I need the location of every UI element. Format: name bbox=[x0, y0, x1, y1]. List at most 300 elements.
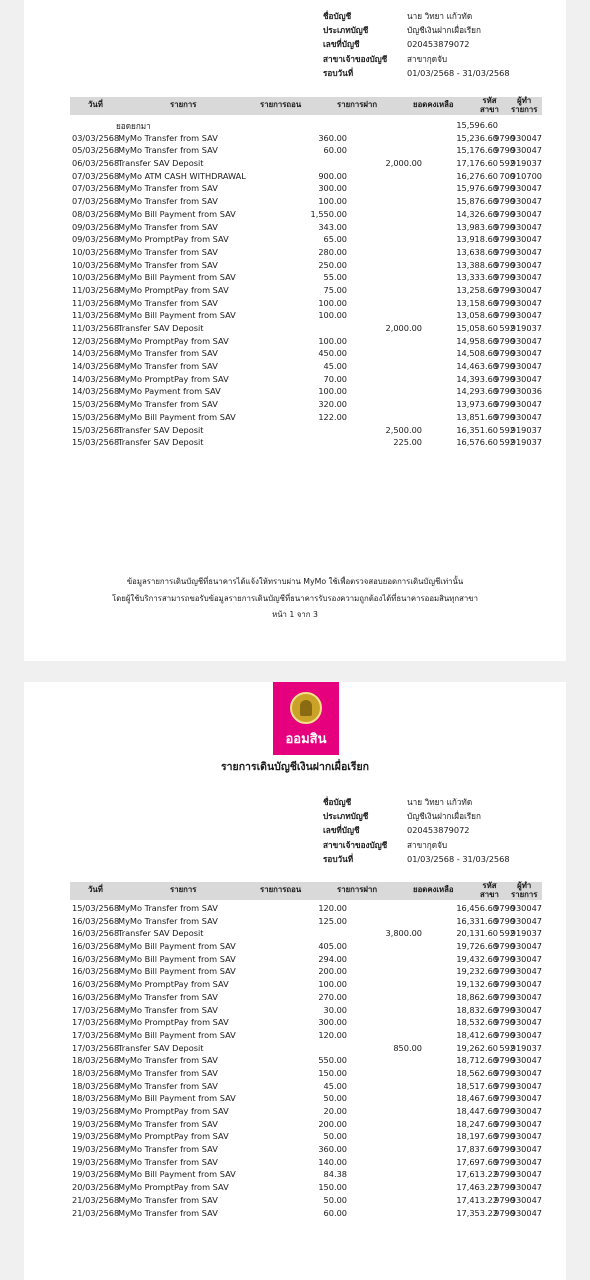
header-branch bbox=[480, 882, 499, 899]
info-label: สาขาเจ้าของบัญชี bbox=[323, 839, 388, 850]
cell-teller: 930047 bbox=[510, 221, 542, 232]
cell-description: MyMo Payment from SAV bbox=[118, 386, 221, 397]
cell-balance: 19,232.60 bbox=[456, 966, 498, 977]
cell-withdrawal: 60.00 bbox=[323, 1207, 347, 1218]
table-row bbox=[70, 1067, 542, 1080]
info-label: สาขาเจ้าของบัญชี bbox=[323, 53, 388, 64]
header-deposit: รายการฝาก bbox=[337, 885, 378, 894]
cell-branch: 9790 bbox=[494, 411, 515, 422]
cell-teller: 919037 bbox=[510, 1042, 542, 1053]
cell-balance: 17,697.60 bbox=[456, 1156, 498, 1167]
cell-description: MyMo Transfer from SAV bbox=[118, 1144, 218, 1155]
cell-teller: 930047 bbox=[510, 1055, 542, 1066]
cell-date: 19/03/2568 bbox=[72, 1131, 120, 1142]
table-row bbox=[70, 360, 542, 373]
cell-balance: 16,276.60 bbox=[456, 170, 498, 181]
cell-balance: 18,197.60 bbox=[456, 1131, 498, 1142]
cell-date: 15/03/2568 bbox=[72, 437, 120, 448]
cell-date: 18/03/2568 bbox=[72, 1093, 120, 1104]
cell-date: 16/03/2568 bbox=[72, 966, 120, 977]
cell-branch: 9790 bbox=[494, 1017, 515, 1028]
cell-branch: 9790 bbox=[494, 1067, 515, 1078]
cell-branch: 9790 bbox=[494, 1144, 515, 1155]
info-row bbox=[323, 795, 510, 809]
cell-teller: 930047 bbox=[510, 915, 542, 926]
cell-description: MyMo Bill Payment from SAV bbox=[118, 272, 236, 283]
table-row bbox=[70, 322, 542, 335]
table-row bbox=[70, 915, 542, 928]
cell-description: MyMo PromptPay from SAV bbox=[118, 1182, 229, 1193]
table-row bbox=[70, 1092, 542, 1105]
table-row bbox=[70, 1105, 542, 1118]
cell-branch: 9790 bbox=[494, 966, 515, 977]
cell-description: MyMo Transfer from SAV bbox=[118, 1067, 218, 1078]
table-row bbox=[70, 927, 542, 940]
cell-description: MyMo PromptPay from SAV bbox=[118, 979, 229, 990]
cell-balance: 13,851.60 bbox=[456, 411, 498, 422]
info-label: รอบวันที่ bbox=[323, 853, 354, 864]
cell-balance: 13,918.60 bbox=[456, 234, 498, 245]
cell-date: 19/03/2568 bbox=[72, 1169, 120, 1180]
opening-balance-row bbox=[70, 119, 542, 132]
cell-branch: 9790 bbox=[494, 1131, 515, 1142]
cell-balance: 18,447.60 bbox=[456, 1106, 498, 1116]
cell-withdrawal: 84.38 bbox=[323, 1169, 347, 1180]
cell-date: 10/03/2568 bbox=[72, 272, 120, 283]
cell-description: MyMo Transfer from SAV bbox=[118, 915, 218, 926]
cell-teller: 919037 bbox=[510, 437, 542, 448]
cell-date: 06/03/2568 bbox=[72, 158, 120, 169]
cell-withdrawal: 120.00 bbox=[318, 903, 347, 913]
cell-date: 11/03/2568 bbox=[72, 284, 120, 295]
cell-withdrawal: 900.00 bbox=[318, 170, 347, 181]
cell-branch: 9790 bbox=[494, 1182, 515, 1193]
cell-branch: 9790 bbox=[494, 1093, 515, 1104]
cell-teller: 930047 bbox=[510, 903, 542, 913]
cell-balance: 17,463.22 bbox=[456, 1182, 498, 1193]
info-value: สาขากุดจับ bbox=[407, 53, 448, 64]
table-row bbox=[70, 902, 542, 915]
table-row bbox=[70, 208, 542, 221]
cell-withdrawal: 45.00 bbox=[323, 1080, 347, 1091]
header-teller bbox=[511, 97, 537, 114]
cell-description: MyMo Transfer from SAV bbox=[118, 297, 218, 308]
cell-teller: 930047 bbox=[510, 1017, 542, 1028]
cell-description: MyMo Transfer from SAV bbox=[118, 221, 218, 232]
cell-date: 16/03/2568 bbox=[72, 941, 120, 952]
cell-balance: 13,333.60 bbox=[456, 272, 498, 283]
cell-branch: 9790 bbox=[494, 335, 515, 346]
cell-balance: 14,508.60 bbox=[456, 348, 498, 359]
info-label: ชื่อบัญชี bbox=[323, 797, 352, 807]
cell-branch: 9790 bbox=[494, 1156, 515, 1167]
cell-branch: 9790 bbox=[494, 297, 515, 308]
table-row bbox=[70, 233, 542, 246]
cell-teller: 910700 bbox=[510, 170, 542, 181]
cell-balance: 14,293.60 bbox=[456, 386, 498, 397]
cell-date: 18/03/2568 bbox=[72, 1080, 120, 1091]
table-row bbox=[70, 1156, 542, 1169]
gsb-logo bbox=[273, 682, 339, 755]
cell-date: 07/03/2568 bbox=[72, 196, 120, 207]
table-row bbox=[70, 246, 542, 259]
cell-teller: 930047 bbox=[510, 310, 542, 321]
cell-branch: 9790 bbox=[494, 399, 515, 410]
table-row bbox=[70, 271, 542, 284]
cell-description: MyMo PromptPay from SAV bbox=[118, 284, 229, 295]
cell-withdrawal: 125.00 bbox=[318, 915, 347, 926]
cell-date: 12/03/2568 bbox=[72, 335, 120, 346]
info-label: รอบวันที่ bbox=[323, 67, 354, 78]
cell-balance: 17,176.60 bbox=[456, 158, 498, 169]
cell-withdrawal: 300.00 bbox=[318, 183, 347, 194]
cell-date: 17/03/2568 bbox=[72, 1042, 120, 1053]
cell-balance: 13,388.60 bbox=[456, 259, 498, 270]
cell-branch: 9790 bbox=[494, 284, 515, 295]
cell-date: 16/03/2568 bbox=[72, 991, 120, 1002]
cell-withdrawal: 150.00 bbox=[318, 1067, 347, 1078]
cell-branch: 9790 bbox=[494, 953, 515, 964]
cell-balance: 13,258.60 bbox=[456, 284, 498, 295]
cell-teller: 930047 bbox=[510, 1067, 542, 1078]
info-row bbox=[323, 838, 510, 852]
info-label: ชื่อบัญชี bbox=[323, 11, 352, 21]
table-row bbox=[70, 1080, 542, 1093]
table-row bbox=[70, 965, 542, 978]
cell-date: 07/03/2568 bbox=[72, 170, 120, 181]
cell-balance: 17,353.22 bbox=[456, 1207, 498, 1218]
table-row bbox=[70, 170, 542, 183]
cell-date: 17/03/2568 bbox=[72, 1017, 120, 1028]
cell-balance: 13,638.60 bbox=[456, 246, 498, 257]
table-row bbox=[70, 1194, 542, 1207]
cell-branch: 592 bbox=[499, 323, 515, 333]
cell-branch: 9790 bbox=[494, 272, 515, 283]
table-row bbox=[70, 1042, 542, 1055]
cell-branch: 9790 bbox=[494, 196, 515, 207]
header-balance: ยอดคงเหลือ bbox=[413, 100, 454, 109]
cell-balance: 17,613.22 bbox=[456, 1169, 498, 1180]
cell-date: 03/03/2568 bbox=[72, 132, 120, 143]
header-teller bbox=[511, 882, 537, 899]
cell-teller: 930047 bbox=[510, 411, 542, 422]
table-row bbox=[70, 411, 542, 424]
cell-branch: 9790 bbox=[494, 361, 515, 372]
info-row bbox=[323, 9, 510, 23]
cell-balance: 15,058.60 bbox=[456, 323, 498, 333]
cell-balance: 13,058.60 bbox=[456, 310, 498, 321]
cell-teller: 930047 bbox=[510, 335, 542, 346]
table-row bbox=[70, 195, 542, 208]
cell-description: MyMo Transfer from SAV bbox=[118, 145, 218, 156]
transactions-table bbox=[70, 97, 542, 449]
table-row bbox=[70, 132, 542, 145]
cell-branch: 9790 bbox=[494, 903, 515, 913]
cell-branch: 9790 bbox=[494, 1169, 515, 1180]
table-row bbox=[70, 1016, 542, 1029]
cell-date: 18/03/2568 bbox=[72, 1055, 120, 1066]
cell-teller: 930047 bbox=[510, 1004, 542, 1015]
cell-branch: 9790 bbox=[494, 310, 515, 321]
cell-branch: 9790 bbox=[494, 183, 515, 194]
header-date: วันที่ bbox=[88, 100, 103, 109]
cell-withdrawal: 270.00 bbox=[318, 991, 347, 1002]
cell-balance: 16,351.60 bbox=[456, 424, 498, 435]
cell-balance: 18,712.60 bbox=[456, 1055, 498, 1066]
cell-withdrawal: 50.00 bbox=[323, 1194, 347, 1205]
cell-description: MyMo Transfer from SAV bbox=[118, 196, 218, 207]
header-teller-line2: รายการ bbox=[511, 104, 538, 114]
cell-balance: 17,837.60 bbox=[456, 1144, 498, 1155]
table-row bbox=[70, 1130, 542, 1143]
table-row bbox=[70, 385, 542, 398]
cell-withdrawal: 300.00 bbox=[318, 1017, 347, 1028]
table-row bbox=[70, 1029, 542, 1042]
table-row bbox=[70, 347, 542, 360]
table-row bbox=[70, 1118, 542, 1131]
cell-withdrawal: 100.00 bbox=[318, 386, 347, 397]
header-branch-line1: รหัส bbox=[482, 96, 497, 105]
cell-date: 14/03/2568 bbox=[72, 361, 120, 372]
cell-date: 11/03/2568 bbox=[72, 323, 120, 333]
cell-balance: 18,412.60 bbox=[456, 1029, 498, 1040]
cell-withdrawal: 45.00 bbox=[323, 361, 347, 372]
cell-description: Transfer SAV Deposit bbox=[118, 437, 204, 448]
cell-date: 16/03/2568 bbox=[72, 915, 120, 926]
cell-description: MyMo PromptPay from SAV bbox=[118, 1017, 229, 1028]
cell-teller: 930047 bbox=[510, 259, 542, 270]
cell-withdrawal: 280.00 bbox=[318, 246, 347, 257]
account-info bbox=[323, 9, 510, 80]
cell-teller: 919037 bbox=[510, 424, 542, 435]
cell-balance: 19,262.60 bbox=[456, 1042, 498, 1053]
cell-date: 21/03/2568 bbox=[72, 1194, 120, 1205]
cell-balance: 14,463.60 bbox=[456, 361, 498, 372]
cell-teller: 930036 bbox=[510, 386, 542, 397]
cell-balance: 14,958.60 bbox=[456, 335, 498, 346]
cell-description: Transfer SAV Deposit bbox=[118, 1042, 204, 1053]
cell-teller: 930047 bbox=[510, 1194, 542, 1205]
cell-balance: 19,726.60 bbox=[456, 941, 498, 952]
header-branch-line1: รหัส bbox=[482, 881, 497, 890]
cell-withdrawal: 50.00 bbox=[323, 1131, 347, 1142]
cell-description: MyMo Transfer from SAV bbox=[118, 1194, 218, 1205]
cell-description: MyMo Transfer from SAV bbox=[118, 183, 218, 194]
header-deposit: รายการฝาก bbox=[337, 100, 378, 109]
cell-branch: 9790 bbox=[494, 348, 515, 359]
cell-balance: 16,576.60 bbox=[456, 437, 498, 448]
cell-balance: 15,976.60 bbox=[456, 183, 498, 194]
cell-teller: 930047 bbox=[510, 361, 542, 372]
cell-date: 19/03/2568 bbox=[72, 1118, 120, 1129]
cell-withdrawal: 100.00 bbox=[318, 310, 347, 321]
header-description: รายการ bbox=[170, 885, 197, 894]
cell-balance: 15,236.60 bbox=[456, 132, 498, 143]
table-row bbox=[70, 978, 542, 991]
cell-branch: 9790 bbox=[494, 1106, 515, 1116]
cell-date: 16/03/2568 bbox=[72, 953, 120, 964]
info-value: สาขากุดจับ bbox=[407, 839, 448, 850]
table-row bbox=[70, 182, 542, 195]
cell-description: MyMo PromptPay from SAV bbox=[118, 1106, 229, 1116]
cell-teller: 930047 bbox=[510, 1118, 542, 1129]
info-label: เลขที่บัญชี bbox=[323, 825, 360, 836]
cell-withdrawal: 75.00 bbox=[323, 284, 347, 295]
cell-branch: 9790 bbox=[494, 979, 515, 990]
cell-withdrawal: 320.00 bbox=[318, 399, 347, 410]
table-row bbox=[70, 297, 542, 310]
cell-date: 11/03/2568 bbox=[72, 310, 120, 321]
cell-teller: 930047 bbox=[510, 399, 542, 410]
cell-balance: 14,393.60 bbox=[456, 373, 498, 384]
cell-date: 15/03/2568 bbox=[72, 424, 120, 435]
cell-date: 08/03/2568 bbox=[72, 208, 120, 219]
cell-description: MyMo Bill Payment from SAV bbox=[118, 953, 236, 964]
info-row bbox=[323, 66, 510, 80]
cell-description: MyMo PromptPay from SAV bbox=[118, 335, 229, 346]
account-info bbox=[323, 795, 510, 866]
info-value: 01/03/2568 - 31/03/2568 bbox=[407, 853, 510, 864]
cell-date: 10/03/2568 bbox=[72, 259, 120, 270]
cell-balance: 14,326.60 bbox=[456, 208, 498, 219]
table-row bbox=[70, 1004, 542, 1017]
cell-teller: 930047 bbox=[510, 979, 542, 990]
cell-teller: 930047 bbox=[510, 1029, 542, 1040]
cell-teller: 930047 bbox=[510, 373, 542, 384]
cell-withdrawal: 100.00 bbox=[318, 196, 347, 207]
footer-disclaimer-line2: โดยผู้ใช้บริการสามารถขอรับข้อมูลรายการเดินบัญชีที่ธนาคารรับรองความถูกต้องได้ที่ธนาคารออมสินทุกสาขา bbox=[112, 593, 478, 603]
header-teller-line2: รายการ bbox=[511, 889, 538, 899]
table-row bbox=[70, 1207, 542, 1220]
cell-withdrawal: 360.00 bbox=[318, 132, 347, 143]
table-row bbox=[70, 398, 542, 411]
table-row bbox=[70, 144, 542, 157]
cell-teller: 930047 bbox=[510, 183, 542, 194]
cell-teller: 930047 bbox=[510, 272, 542, 283]
cell-balance: 17,413.22 bbox=[456, 1194, 498, 1205]
table-row bbox=[70, 940, 542, 953]
header-withdrawal: รายการถอน bbox=[260, 885, 302, 894]
cell-date: 21/03/2568 bbox=[72, 1207, 120, 1218]
cell-date: 10/03/2568 bbox=[72, 246, 120, 257]
cell-teller: 919037 bbox=[510, 323, 542, 333]
cell-withdrawal: 120.00 bbox=[318, 1029, 347, 1040]
cell-branch: 592 bbox=[499, 158, 515, 169]
cell-description: MyMo Transfer from SAV bbox=[118, 132, 218, 143]
opening-balance-value: 15,596.60 bbox=[456, 120, 498, 130]
cell-branch: 9790 bbox=[494, 259, 515, 270]
cell-teller: 930047 bbox=[510, 145, 542, 156]
cell-date: 16/03/2568 bbox=[72, 928, 120, 939]
cell-withdrawal: 55.00 bbox=[323, 272, 347, 283]
cell-withdrawal: 360.00 bbox=[318, 1144, 347, 1155]
header-withdrawal: รายการถอน bbox=[260, 100, 302, 109]
cell-teller: 930047 bbox=[510, 1169, 542, 1180]
cell-description: MyMo Transfer from SAV bbox=[118, 903, 218, 913]
cell-branch: 9790 bbox=[494, 132, 515, 143]
cell-description: MyMo Bill Payment from SAV bbox=[118, 1169, 236, 1180]
cell-date: 18/03/2568 bbox=[72, 1067, 120, 1078]
header-branch bbox=[480, 97, 499, 114]
footer-disclaimer-line1: ข้อมูลรายการเดินบัญชีที่ธนาคารได้แจ้งให้ทราบผ่าน MyMo ใช้เพื่อตรวจสอบยอดการเดินบัญชีเท่านั้น bbox=[126, 577, 464, 586]
info-value: นาย วิทยา แก้วทัด bbox=[407, 11, 473, 21]
table-row bbox=[70, 157, 542, 170]
cell-description: MyMo ATM CASH WITHDRAWAL bbox=[118, 170, 246, 181]
cell-branch: 9790 bbox=[494, 386, 515, 397]
table-row bbox=[70, 436, 542, 449]
cell-teller: 919037 bbox=[510, 928, 542, 939]
info-label: ประเภทบัญชี bbox=[323, 25, 369, 36]
info-row bbox=[323, 809, 510, 823]
cell-date: 14/03/2568 bbox=[72, 373, 120, 384]
table-body bbox=[70, 132, 542, 449]
header-description: รายการ bbox=[170, 100, 197, 109]
cell-withdrawal: 50.00 bbox=[323, 1093, 347, 1104]
table-header bbox=[70, 97, 542, 115]
cell-withdrawal: 450.00 bbox=[318, 348, 347, 359]
cell-branch: 592 bbox=[499, 424, 515, 435]
cell-date: 07/03/2568 bbox=[72, 183, 120, 194]
header-branch-line2: สาขา bbox=[480, 889, 499, 899]
cell-teller: 930047 bbox=[510, 941, 542, 952]
cell-balance: 18,862.60 bbox=[456, 991, 498, 1002]
cell-teller: 930047 bbox=[510, 234, 542, 245]
cell-branch: 9790 bbox=[494, 145, 515, 156]
cell-description: MyMo PromptPay from SAV bbox=[118, 1131, 229, 1142]
cell-description: Transfer SAV Deposit bbox=[118, 158, 204, 169]
cell-withdrawal: 405.00 bbox=[318, 941, 347, 952]
table-header bbox=[70, 882, 542, 900]
statement-page-1 bbox=[24, 0, 566, 661]
cell-branch: 700 bbox=[499, 170, 515, 181]
cell-teller: 930047 bbox=[510, 1156, 542, 1167]
cell-description: MyMo Bill Payment from SAV bbox=[118, 208, 236, 219]
cell-balance: 18,832.60 bbox=[456, 1004, 498, 1015]
header-branch-line2: สาขา bbox=[480, 104, 499, 114]
cell-balance: 16,456.60 bbox=[456, 903, 498, 913]
table-row bbox=[70, 284, 542, 297]
table-row bbox=[70, 1181, 542, 1194]
cell-description: MyMo Transfer from SAV bbox=[118, 991, 218, 1002]
table-row bbox=[70, 1168, 542, 1181]
table-row bbox=[70, 1054, 542, 1067]
cell-teller: 930047 bbox=[510, 246, 542, 257]
cell-description: MyMo Bill Payment from SAV bbox=[118, 411, 236, 422]
cell-withdrawal: 100.00 bbox=[318, 335, 347, 346]
cell-balance: 18,532.60 bbox=[456, 1017, 498, 1028]
cell-withdrawal: 200.00 bbox=[318, 966, 347, 977]
cell-deposit: 850.00 bbox=[393, 1042, 422, 1053]
cell-teller: 930047 bbox=[510, 1106, 542, 1116]
statement-title: รายการเดินบัญชีเงินฝากเผื่อเรียก bbox=[221, 761, 369, 773]
info-row bbox=[323, 52, 510, 66]
cell-teller: 930047 bbox=[510, 1144, 542, 1155]
cell-teller: 930047 bbox=[510, 132, 542, 143]
cell-date: 19/03/2568 bbox=[72, 1156, 120, 1167]
cell-withdrawal: 150.00 bbox=[318, 1182, 347, 1193]
cell-teller: 930047 bbox=[510, 966, 542, 977]
info-row bbox=[323, 37, 510, 51]
cell-branch: 9790 bbox=[494, 221, 515, 232]
cell-date: 11/03/2568 bbox=[72, 297, 120, 308]
cell-withdrawal: 550.00 bbox=[318, 1055, 347, 1066]
cell-withdrawal: 294.00 bbox=[318, 953, 347, 964]
header-teller-line1: ผู้ทำ bbox=[517, 96, 532, 105]
cell-description: MyMo Bill Payment from SAV bbox=[118, 1029, 236, 1040]
cell-withdrawal: 100.00 bbox=[318, 297, 347, 308]
cell-withdrawal: 140.00 bbox=[318, 1156, 347, 1167]
cell-balance: 18,562.60 bbox=[456, 1067, 498, 1078]
